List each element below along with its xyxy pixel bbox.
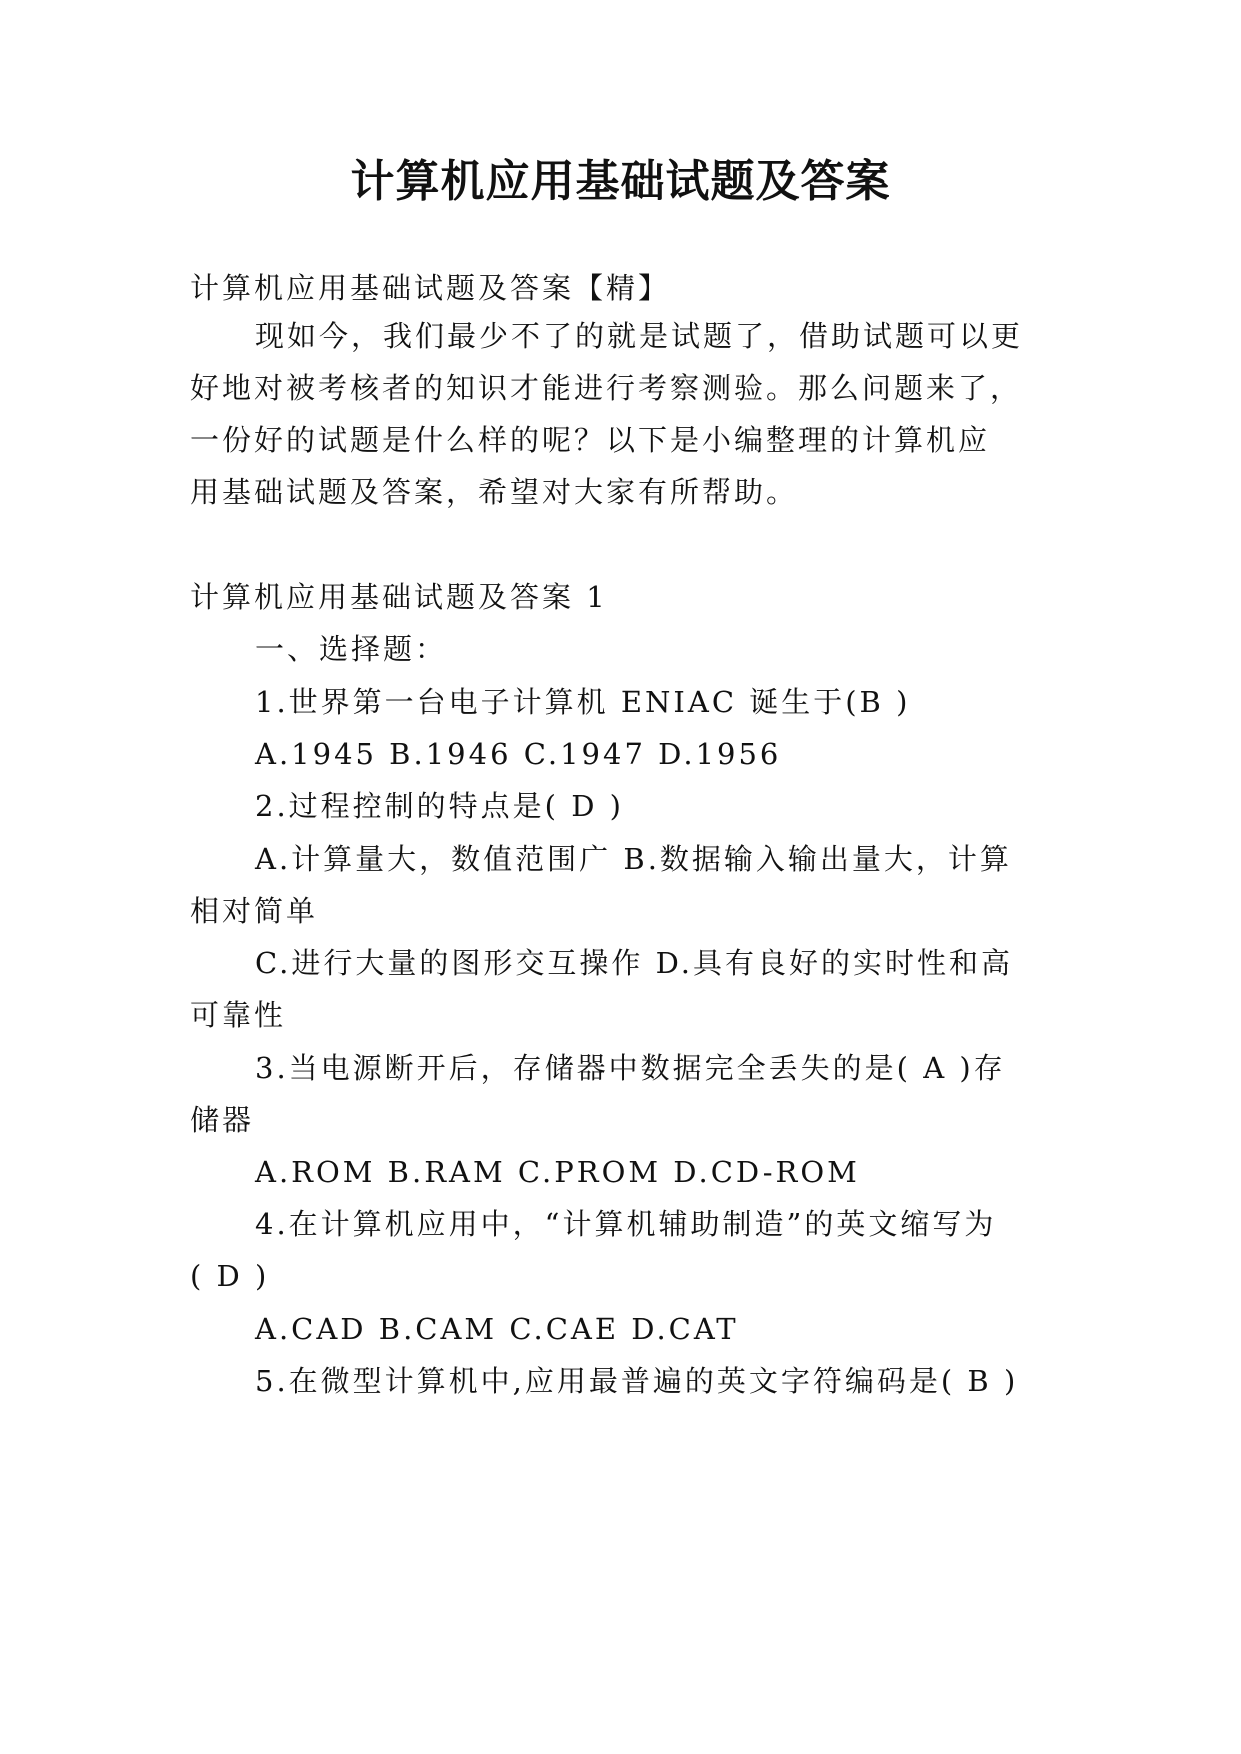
question-line-continued: 储器 <box>190 1103 255 1137</box>
question-line: 3.当电源断开后，存储器中数据完全丢失的是( A )存 <box>255 1051 1006 1085</box>
question-line: 4.在计算机应用中，“计算机辅助制造”的英文缩写为 <box>255 1207 997 1241</box>
intro-line: 现如今，我们最少不了的就是试题了，借助试题可以更 <box>255 319 1024 353</box>
question-line: 5.在微型计算机中,应用最普遍的英文字符编码是( B ) <box>255 1364 1019 1398</box>
options-line: A.1945 B.1946 C.1947 D.1956 <box>255 737 782 771</box>
options-line: A.ROM B.RAM C.PROM D.CD-ROM <box>255 1155 860 1189</box>
document-subtitle: 计算机应用基础试题及答案【精】 <box>190 271 671 305</box>
section-heading: 计算机应用基础试题及答案 1 <box>190 580 608 614</box>
options-line: A.CAD B.CAM C.CAE D.CAT <box>255 1312 739 1346</box>
question-line-continued: ( D ) <box>190 1259 270 1293</box>
options-line: A.计算量大，数值范围广 B.数据输入输出量大，计算 <box>255 842 1012 876</box>
document-title: 计算机应用基础试题及答案 <box>350 156 891 207</box>
options-line: C.进行大量的图形交互操作 D.具有良好的实时性和高 <box>255 946 1014 980</box>
intro-line: 用基础试题及答案，希望对大家有所帮助。 <box>190 475 799 509</box>
part-heading: 一、选择题： <box>255 632 448 666</box>
question-line: 2.过程控制的特点是( D ) <box>255 789 624 823</box>
options-line-continued: 可靠性 <box>190 998 287 1032</box>
intro-line: 好地对被考核者的知识才能进行考察测验。那么问题来了， <box>190 371 1023 405</box>
intro-line: 一份好的试题是什么样的呢？以下是小编整理的计算机应 <box>190 423 991 457</box>
question-line: 1.世界第一台电子计算机 ENIAC 诞生于(B ) <box>255 685 911 719</box>
options-line-continued: 相对简单 <box>190 894 319 928</box>
